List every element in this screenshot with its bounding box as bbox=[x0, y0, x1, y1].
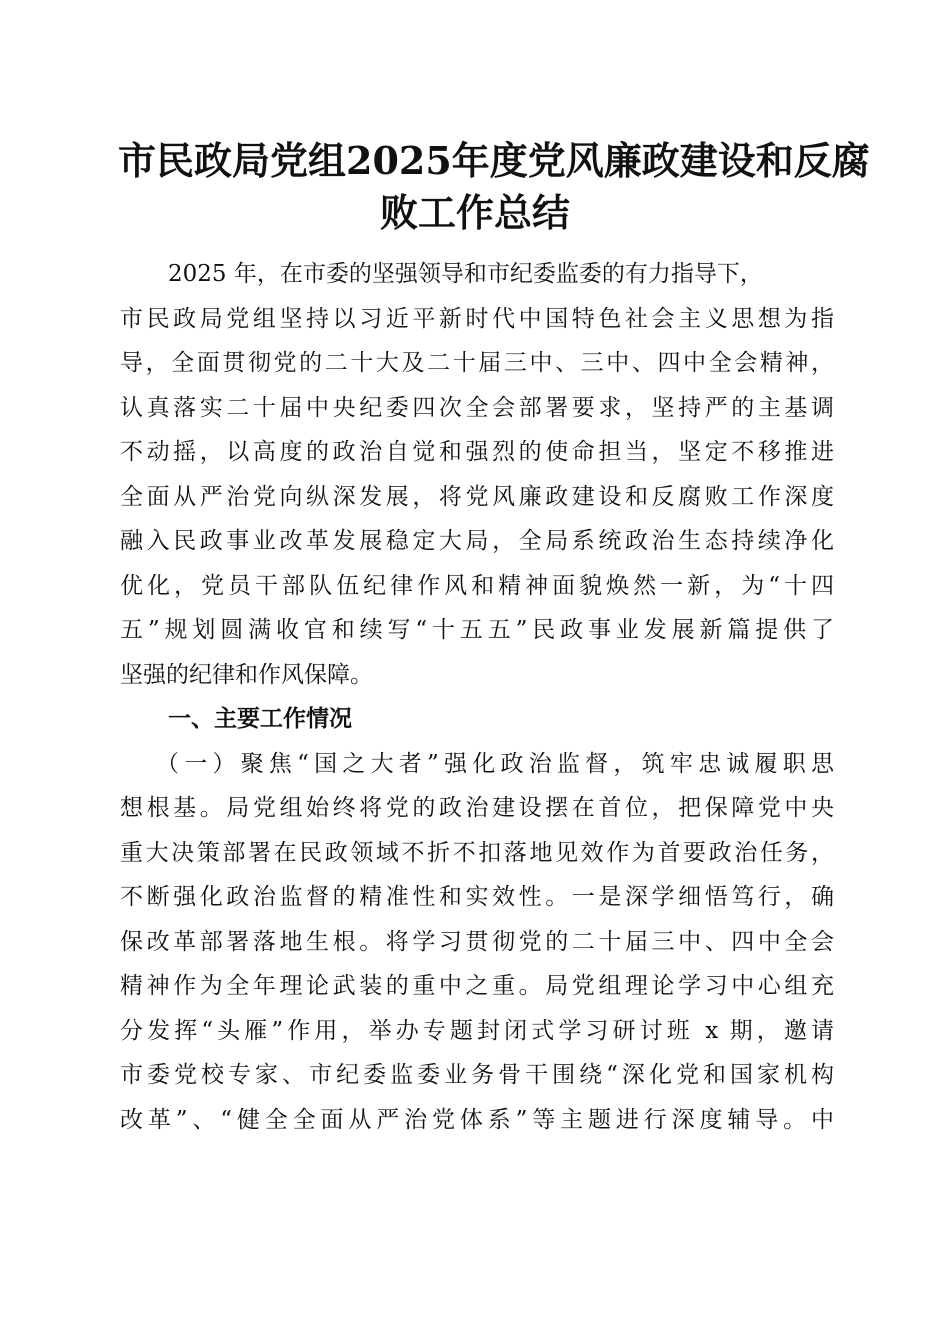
paragraph-line: 全面从严治党向纵深发展，将党风廉政建设和反腐败工作深度 bbox=[120, 483, 834, 510]
paragraph-line: 市委党校专家、市纪委监委业务骨干围绕“深化党和国家机构 bbox=[120, 1062, 834, 1088]
paragraph-line: 认真落实二十届中央纪委四次全会部署要求，坚持严的主基调 bbox=[120, 394, 834, 421]
section-1-paragraph bbox=[120, 742, 834, 1143]
document-body bbox=[120, 252, 834, 1142]
paragraph-line: 导，全面贯彻党的二十大及二十届三中、三中、四中全会精神， bbox=[120, 350, 834, 376]
title-line-2: 败工作总结 bbox=[379, 190, 570, 235]
paragraph-line: 优化，党员干部队伍纪律作风和精神面貌焕然一新，为“十四 bbox=[120, 572, 834, 599]
paragraph-line: 保改革部署落地生根。将学习贯彻党的二十届三中、四中全会 bbox=[120, 928, 834, 955]
title-line-1: 市民政局党组2025年度党风廉政建设和反腐 bbox=[118, 138, 870, 183]
paragraph-line: 精神作为全年理论武装的重中之重。局党组理论学习中心组充 bbox=[120, 973, 834, 999]
paragraph-line: 不动摇，以高度的政治自觉和强烈的使命担当，坚定不移推进 bbox=[120, 439, 834, 465]
paragraph-line: 改革”、“健全全面从严治党体系”等主题进行深度辅导。中 bbox=[120, 1106, 834, 1133]
paragraph-line: （一）聚焦“国之大者”强化政治监督，筑牢忠诚履职思 bbox=[156, 750, 834, 777]
paragraph-line: 五”规划圆满收官和续写“十五五”民政事业发展新篇提供了 bbox=[120, 617, 834, 643]
document-title bbox=[118, 135, 870, 239]
paragraph-line: 坚强的纪律和作风保障。 bbox=[120, 661, 373, 688]
paragraph-line: 想根基。局党组始终将党的政治建设摆在首位，把保障党中央 bbox=[120, 795, 834, 821]
paragraph-line: 不断强化政治监督的精准性和实效性。一是深学细悟笃行，确 bbox=[120, 884, 834, 910]
section-heading-1: 一、主要工作情况 bbox=[168, 706, 352, 732]
paragraph-line: 融入民政事业改革发展稳定大局，全局系统政治生态持续净化 bbox=[120, 528, 834, 554]
intro-paragraph bbox=[120, 252, 834, 697]
paragraph-line: 分发挥“头雁”作用，举办专题封闭式学习研讨班 x 期，邀请 bbox=[120, 1017, 834, 1044]
paragraph-line: 重大决策部署在民政领域不折不扣落地见效作为首要政治任务， bbox=[120, 839, 834, 866]
paragraph-line: 市民政局党组坚持以习近平新时代中国特色社会主义思想为指 bbox=[120, 305, 834, 332]
paragraph-line: 2025 年，在市委的坚强领导和市纪委监委的有力指导下， bbox=[168, 261, 763, 287]
